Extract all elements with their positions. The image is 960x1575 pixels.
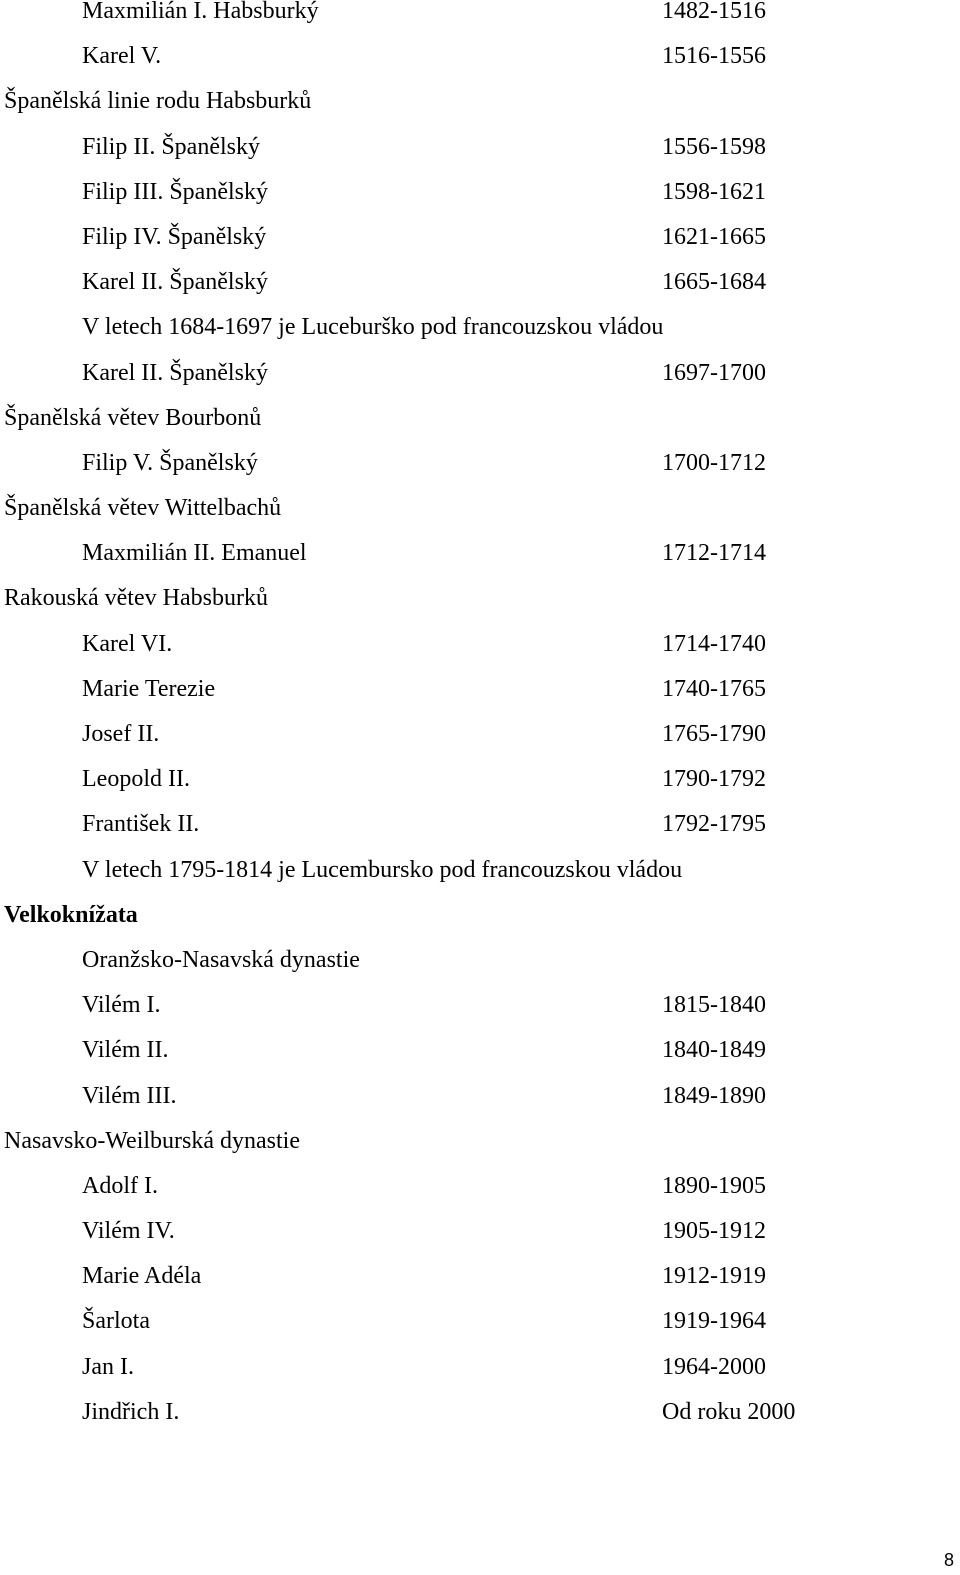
list-item	[0, 0, 960, 34]
reign-years: 1840-1849	[662, 1037, 766, 1064]
ruler-name: Filip V. Španělský	[82, 449, 258, 476]
reign-years: 1665-1684	[662, 269, 766, 296]
section-heading	[0, 893, 960, 938]
ruler-name: Filip IV. Španělský	[82, 223, 267, 250]
ruler-name: Marie Terezie	[82, 675, 216, 702]
reign-years: 1792-1795	[662, 811, 766, 838]
ruler-name: Jindřich I.	[82, 1398, 180, 1425]
dynasty-heading	[0, 486, 960, 531]
reign-years: 1919-1964	[662, 1308, 766, 1335]
reign-years: 1697-1700	[662, 359, 766, 386]
reign-years: 1765-1790	[662, 721, 766, 747]
reign-years: 1714-1740	[662, 630, 766, 657]
dynasty-name: Rakouská větev Habsburků	[4, 585, 268, 612]
list-item	[0, 441, 960, 486]
list-item	[0, 1209, 960, 1254]
dynasty-heading	[0, 576, 960, 621]
ruler-name: Vilém III.	[82, 1082, 177, 1109]
list-item	[0, 1254, 960, 1299]
reign-years: 1964-2000	[662, 1353, 766, 1380]
list-item	[0, 1074, 960, 1119]
page-number: 8	[943, 1550, 954, 1570]
dynasty-heading	[0, 396, 960, 441]
reign-years: Od roku 2000	[662, 1398, 796, 1425]
list-item	[0, 757, 960, 802]
list-item	[0, 531, 960, 576]
dynasty-heading	[0, 1119, 960, 1164]
list-item	[0, 667, 960, 712]
list-item	[0, 260, 960, 305]
list-item	[0, 802, 960, 847]
reign-years: 1482-1516	[662, 0, 766, 24]
ruler-name: Karel VI.	[82, 630, 173, 657]
heading-text: Velkoknížata	[4, 901, 138, 928]
dynasty-subheading	[0, 938, 960, 983]
list-item	[0, 622, 960, 667]
ruler-name: Karel II. Španělský	[82, 359, 268, 386]
reign-years: 1516-1556	[662, 43, 766, 70]
list-item	[0, 351, 960, 396]
list-item	[0, 983, 960, 1028]
list-item	[0, 1299, 960, 1344]
reign-years: 1905-1912	[662, 1218, 766, 1245]
list-item	[0, 1345, 960, 1390]
ruler-name: Filip II. Španělský	[82, 133, 260, 160]
dynasty-heading	[0, 79, 960, 124]
ruler-name: Vilém II.	[82, 1037, 169, 1064]
list-item	[0, 170, 960, 215]
reign-years: 1890-1905	[662, 1172, 766, 1199]
ruler-name: Karel V.	[82, 43, 162, 70]
list-item	[0, 215, 960, 260]
reign-years: 1815-1840	[662, 992, 766, 1019]
reign-years: 1700-1712	[662, 449, 766, 476]
ruler-name: Josef II.	[82, 721, 160, 747]
ruler-name: Leopold II.	[82, 766, 190, 793]
dynasty-name: Španělská linie rodu Habsburků	[4, 88, 312, 115]
ruler-name: Maxmilián I. Habsburký	[82, 0, 319, 24]
dynasty-name: Nasavsko-Weilburská dynastie	[4, 1127, 300, 1154]
historical-note	[0, 848, 960, 893]
ruler-name: Vilém IV.	[82, 1218, 175, 1245]
list-item	[0, 34, 960, 79]
note-text: V letech 1684-1697 je Luceburško pod francouzskou vládou	[82, 314, 664, 341]
reign-years: 1621-1665	[662, 223, 766, 250]
list-item	[0, 712, 960, 757]
reign-years: 1849-1890	[662, 1082, 766, 1109]
ruler-name: Maxmilián II. Emanuel	[82, 540, 307, 567]
ruler-name: Vilém I.	[82, 992, 161, 1019]
ruler-name: Jan I.	[82, 1353, 134, 1380]
dynasty-name: Španělská větev Wittelbachů	[4, 495, 282, 522]
dynasty-name: Oranžsko-Nasavská dynastie	[82, 946, 360, 973]
ruler-name: Karel II. Španělský	[82, 269, 268, 296]
reign-years: 1790-1792	[662, 766, 766, 793]
list-item	[0, 1390, 960, 1435]
reign-years: 1712-1714	[662, 540, 766, 567]
ruler-name: Marie Adéla	[82, 1263, 202, 1290]
ruler-name: Adolf I.	[82, 1172, 158, 1199]
ruler-name: František II.	[82, 811, 200, 838]
reign-years: 1598-1621	[662, 178, 766, 205]
ruler-name: Filip III. Španělský	[82, 178, 268, 205]
list-item	[0, 1164, 960, 1209]
ruler-name: Šarlota	[82, 1308, 150, 1335]
note-text: V letech 1795-1814 je Lucembursko pod francouzskou vládou	[82, 856, 683, 883]
reign-years: 1556-1598	[662, 133, 766, 160]
dynasty-name: Španělská větev Bourbonů	[4, 404, 262, 431]
historical-note	[0, 305, 960, 350]
list-item	[0, 1028, 960, 1073]
list-item	[0, 125, 960, 170]
reign-years: 1740-1765	[662, 675, 766, 702]
reign-years: 1912-1919	[662, 1263, 766, 1290]
